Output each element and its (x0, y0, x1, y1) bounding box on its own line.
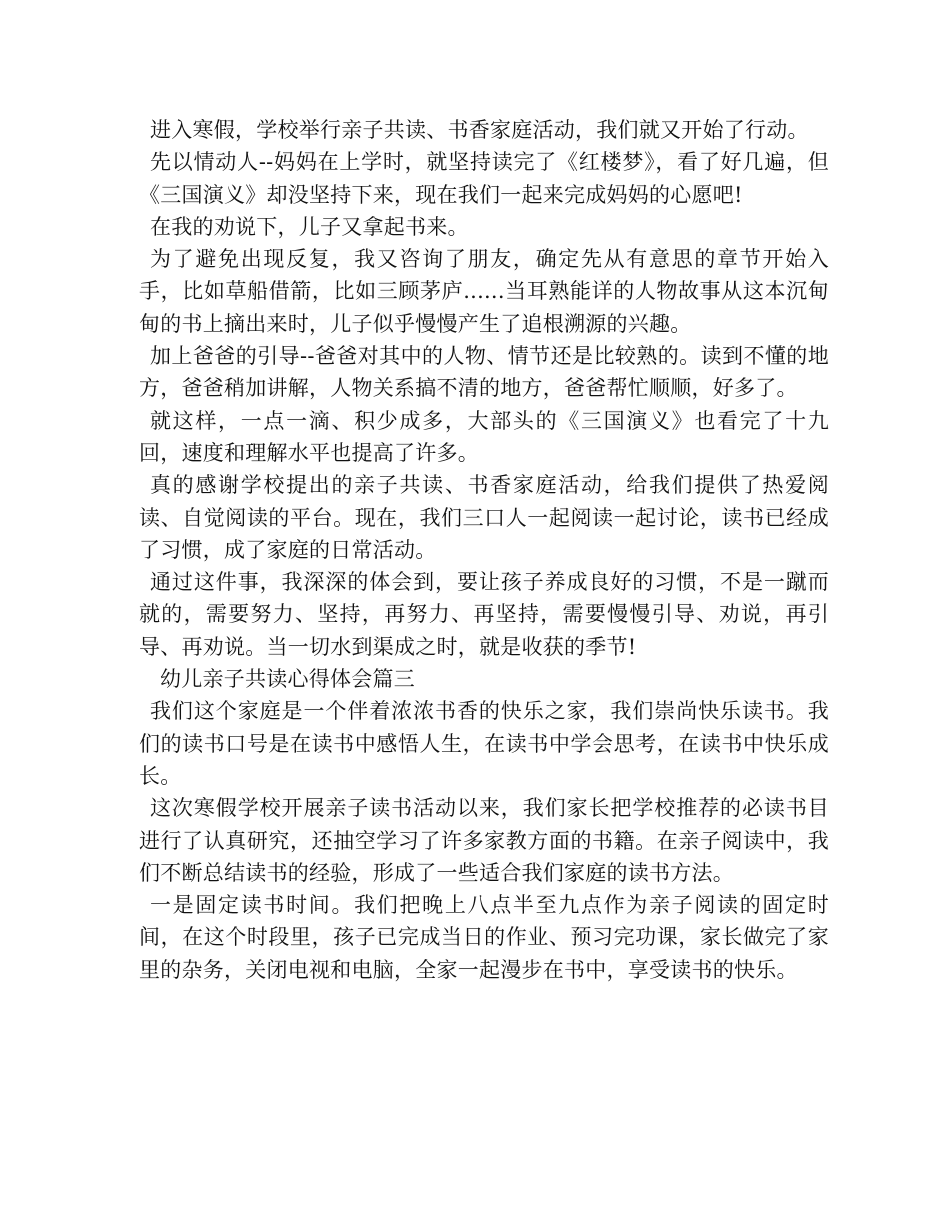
paragraph: 我们这个家庭是一个伴着浓浓书香的快乐之家，我们崇尚快乐读书。我们的读书口号是在读书中感悟人生，在读书中学会思考，在读书中快乐成长。 (139, 699, 829, 788)
document-page (139, 114, 829, 986)
paragraph: 进入寒假，学校举行亲子共读、书香家庭活动，我们就又开始了行动。 (150, 118, 809, 142)
paragraph: 先以情动人--妈妈在上学时，就坚持读完了《红楼梦》，看了好几遍，但《三国演义》却没坚持下来，现在我们一起来完成妈妈的心愿吧! (139, 150, 829, 207)
paragraph: 在我的劝说下，儿子又拿起书来。 (150, 214, 469, 239)
paragraph: 为了避免出现反复，我又咨询了朋友，确定先从有意思的章节开始入手，比如草船借箭，比如三顾茅庐......当耳熟能详的人物故事从这本沉甸甸的书上摘出来时，儿子似乎慢慢产生了追根溯源的兴趣。 (139, 247, 829, 336)
paragraph: 一是固定读书时间。我们把晚上八点半至九点作为亲子阅读的固定时间，在这个时段里，孩子已完成当日的作业、预习完功课，家长做完了家里的杂务，关闭电视和电脑，全家一起漫步在书中，享受读书的快乐。 (139, 893, 829, 982)
paragraph: 这次寒假学校开展亲子读书活动以来，我们家长把学校推荐的必读书目进行了认真研究，还抽空学习了许多家教方面的书籍。在亲子阅读中，我们不断总结读书的经验，形成了一些适合我们家庭的读书方法。 (139, 796, 829, 885)
paragraph: 就这样，一点一滴、积少成多，大部头的《三国演义》也看完了十九回，速度和理解水平也提高了许多。 (139, 408, 829, 465)
paragraph: 通过这件事，我深深的体会到，要让孩子养成良好的习惯，不是一蹴而就的，需要努力、坚持，再努力、再坚持，需要慢慢引导、劝说，再引导、再劝说。当一切水到渠成之时，就是收获的季节! (139, 570, 829, 659)
section-heading: 幼儿亲子共读心得体会篇三 (160, 667, 415, 692)
paragraph: 加上爸爸的引导--爸爸对其中的人物、情节还是比较熟的。读到不懂的地方，爸爸稍加讲解，人物关系搞不清的地方，爸爸帮忙顺顺，好多了。 (139, 344, 829, 401)
paragraph: 真的感谢学校提出的亲子共读、书香家庭活动，给我们提供了热爱阅读、自觉阅读的平台。现在，我们三口人一起阅读一起讨论，读书已经成了习惯，成了家庭的日常活动。 (139, 473, 829, 562)
